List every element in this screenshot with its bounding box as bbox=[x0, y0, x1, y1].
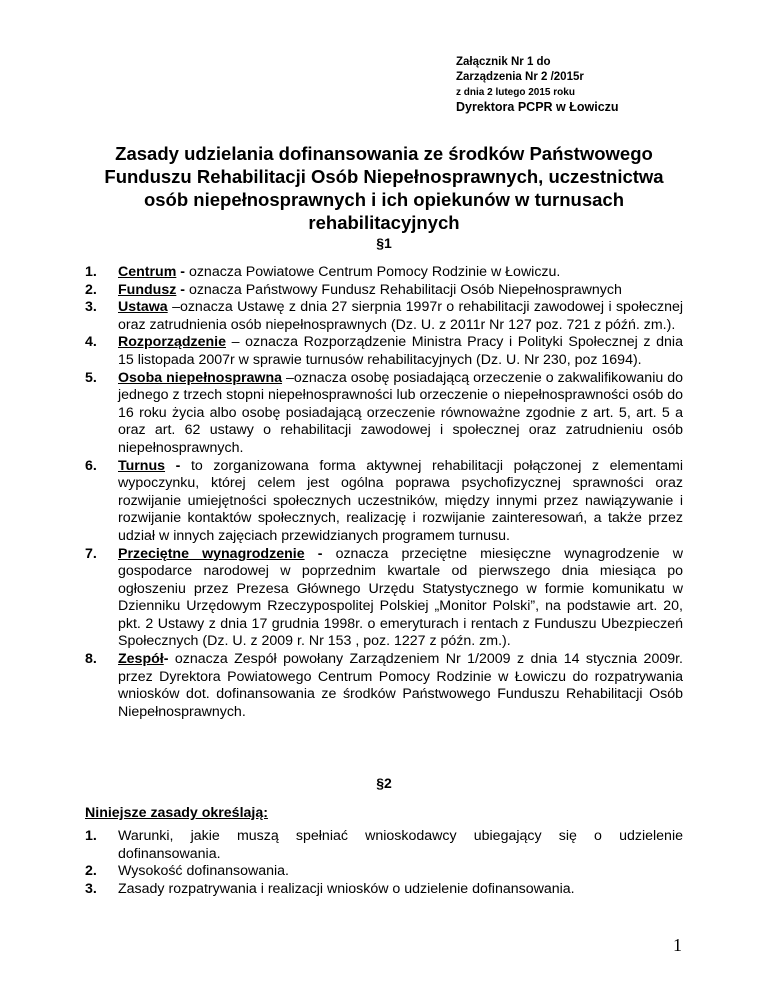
scope-list bbox=[85, 828, 683, 898]
item-number: 1. bbox=[85, 264, 97, 280]
section-2-subheading: Niniejsze zasady określają: bbox=[85, 805, 268, 821]
definition-term: Rozporządzenie bbox=[118, 334, 226, 351]
definition-term: Turnus bbox=[118, 457, 166, 474]
item-number: 3. bbox=[85, 880, 97, 897]
item-number: 2. bbox=[85, 281, 97, 298]
definition-item bbox=[85, 651, 683, 721]
item-number: 6. bbox=[85, 457, 97, 474]
definition-separator: - bbox=[165, 457, 191, 474]
scope-item bbox=[85, 863, 683, 881]
section-1-mark: §1 bbox=[376, 235, 392, 251]
definition-item bbox=[85, 299, 683, 334]
definition-item bbox=[85, 370, 683, 458]
definition-term: Fundusz bbox=[118, 281, 177, 298]
definition-term: Ustawa bbox=[118, 299, 168, 316]
definitions-list bbox=[85, 264, 683, 721]
definition-text: oznacza Powiatowe Centrum Pomocy Rodzinie w Łowiczu. bbox=[188, 264, 561, 280]
definition-text: –oznacza Ustawę z dnia 27 sierpnia 1997r o rehabilitacji zawodowej i społecznej oraz zatrudnienia osób niepełnosprawnych (Dz. U. z 2011r Nr 127 poz. 721 z późń. zm.). bbox=[118, 299, 683, 333]
item-number: 4. bbox=[85, 334, 97, 351]
item-number: 2. bbox=[85, 863, 97, 880]
page-number: 1 bbox=[673, 935, 682, 955]
definition-item bbox=[85, 282, 683, 300]
definition-separator: - bbox=[304, 545, 336, 562]
scope-text: Warunki, jakie muszą spełniać wnioskodawcy ubiegający się o udzielenie dofinansowania. bbox=[118, 828, 683, 862]
ordinance-date: z dnia 2 lutego 2015 roku bbox=[456, 87, 575, 98]
definition-term: Centrum bbox=[118, 264, 177, 280]
ordinance-issuer: Dyrektora PCPR w Łowiczu bbox=[456, 100, 619, 114]
definition-text: oznacza Państwowy Fundusz Rehabilitacji Osób Niepełnosprawnych bbox=[188, 281, 622, 298]
definition-item bbox=[85, 264, 683, 282]
attachment-number: Załącznik Nr 1 do bbox=[456, 56, 551, 68]
definition-item bbox=[85, 334, 683, 369]
definition-term: Przeciętne wynagrodzenie bbox=[118, 545, 305, 562]
scope-text: Wysokość dofinansowania. bbox=[118, 863, 289, 880]
definition-separator: - bbox=[176, 264, 189, 280]
definition-text: – oznacza Rozporządzenie Ministra Pracy i Polityki Społecznej z dnia 15 listopada 2007r w sprawie turnusów rehabilitacyjnych (Dz. U. Nr 230, poz 1694). bbox=[118, 334, 683, 368]
definition-item bbox=[85, 458, 683, 546]
definition-term: Osoba niepełnosprawna bbox=[118, 369, 283, 386]
document-title: Zasady udzielania dofinansowania ze środków Państwowego Funduszu Rehabilitacji Osób Niepełnosprawnych, uczestnictwa osób niepełnosprawnych i ich opiekunów w turnusach rehabilitacyjnych bbox=[104, 143, 664, 233]
ordinance-number: Zarządzenia Nr 2 /2015r bbox=[456, 71, 584, 83]
item-number: 1. bbox=[85, 828, 97, 844]
definition-item bbox=[85, 546, 683, 652]
attachment-header bbox=[456, 55, 619, 115]
definition-term: Zespół bbox=[118, 651, 164, 668]
definition-text: oznacza Zespół powołany Zarządzeniem Nr 1/2009 z dnia 14 stycznia 2009r. przez Dyrektora Powiatowego Centrum Pomocy Rodzinie w Łowiczu do rozpatrywania wniosków dot. dofinansowania ze środków Państwowego Funduszu Rehabilitacji Osób Niepełnosprawnych. bbox=[118, 651, 683, 720]
item-number: 3. bbox=[85, 299, 97, 316]
item-number: 8. bbox=[85, 651, 97, 668]
definition-text: –oznacza osobę posiadającą orzeczenie o zakwalifikowaniu do jednego z trzech stopni niepełnosprawności lub orzeczenie o niepełnosprawności osób do 16 roku życia albo osobę posiadającą orzeczenie równoważne zgodnie z art. 5, art. 5 a oraz art. 62 ustawy o rehabilitacji zawodowej i społecznej oraz zatrudnieniu osób niepełnosprawnych. bbox=[118, 369, 683, 456]
section-2-mark: §2 bbox=[376, 775, 392, 791]
definition-text: to zorganizowana forma aktywnej rehabilitacji połączonej z elementami wypoczynku, której celem jest ogólna poprawa psychofizycznej sprawności oraz rozwijanie umiejętności społecznych uczestników, między innymi przez nawiązywanie i rozwijanie kontaktów społecznych, realizację i rozwijanie zainteresowań, a także przez udział w innych zajęciach przewidzianych programem turnusu. bbox=[118, 457, 684, 544]
definition-text: oznacza przeciętne miesięczne wynagrodzenie w gospodarce narodowej w poprzednim kwartale od pierwszego dnia miesiąca po ogłoszeniu przez Prezesa Głównego Urzędu Statystycznego w formie komunikatu w Dzienniku Urzędowym Rzeczypospolitej Polskiej „Monitor Polski”, na podstawie art. 20, pkt. 2 Ustawy z dnia 17 grudnia 1998r. o emeryturach i rentach z Funduszu Ubezpieczeń Społecznych (Dz. U. z 2009 r. Nr 153 , poz. 1227 z późn. zm.). bbox=[118, 545, 684, 650]
item-number: 7. bbox=[85, 545, 97, 562]
scope-item bbox=[85, 881, 683, 899]
item-number: 5. bbox=[85, 369, 97, 386]
definition-separator: - bbox=[163, 651, 175, 668]
scope-item bbox=[85, 828, 683, 863]
definition-separator: - bbox=[176, 281, 189, 298]
scope-text: Zasady rozpatrywania i realizacji wniosków o udzielenie dofinansowania. bbox=[118, 880, 575, 897]
